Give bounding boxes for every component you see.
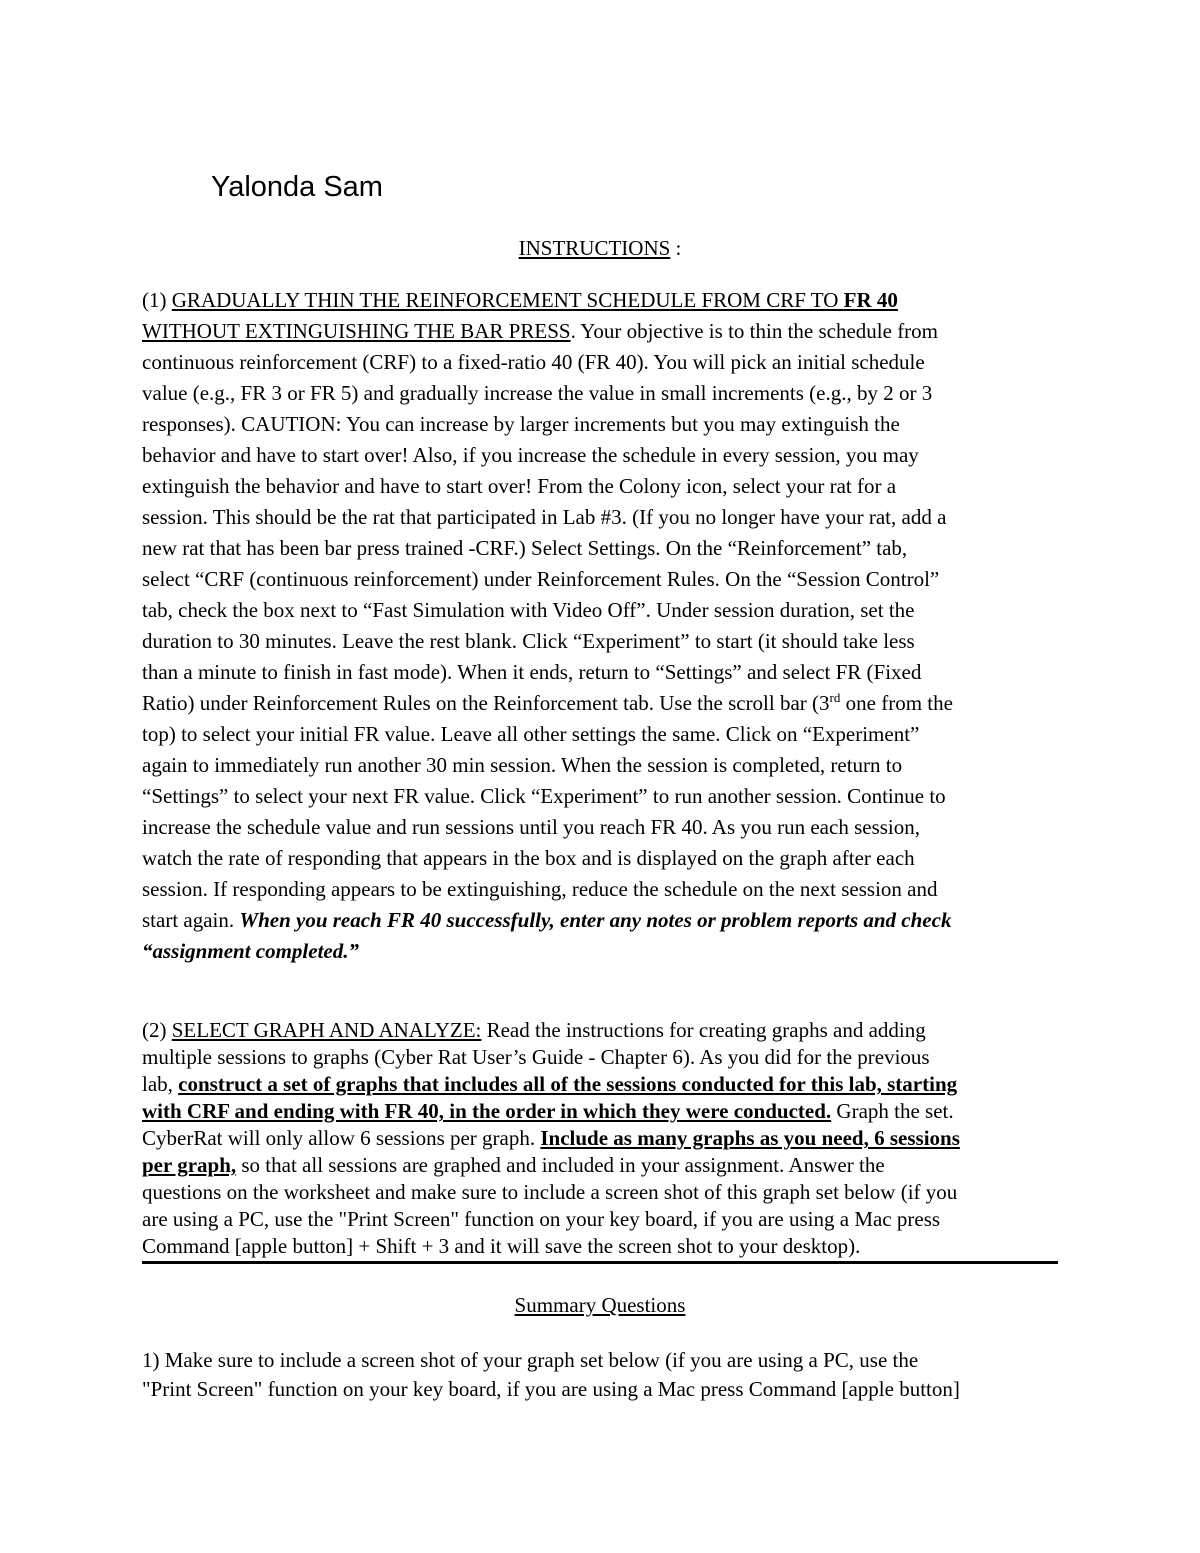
step2-emphasis: Include as many graphs as you need, 6 sessions [540,1126,960,1150]
section-divider [142,1261,1058,1264]
step1-line: extinguish the behavior and have to start over! From the Colony icon, select your rat for a [142,474,897,498]
instruction-step-1 [142,285,1062,967]
step1-line: select “CRF (continuous reinforcement) under Reinforcement Rules. On the “Session Control” [142,567,940,591]
step2-text: so that all sessions are graphed and included in your assignment. Answer the [236,1153,885,1177]
step1-text: . Your objective is to thin the schedule from [570,319,939,343]
step1-line: continuous reinforcement (CRF) to a fixed-ratio 40 (FR 40). You will pick an initial schedule [142,350,925,374]
summary-heading [0,1291,1200,1319]
step1-text: Ratio) under Reinforcement Rules on the Reinforcement tab. Use the scroll bar (3 [142,691,830,715]
instructions-heading [0,234,1200,262]
step1-text: one from the [840,691,953,715]
step2-line [142,1098,1062,1125]
step1-line [142,936,1062,967]
step1-line: “Settings” to select your next FR value. Click “Experiment” to run another session. Continue to [142,784,946,808]
step2-text: lab, [142,1072,179,1096]
step1-line: session. This should be the rat that participated in Lab #3. (If you no longer have your rat, add a [142,505,947,529]
step2-number: (2) [142,1018,172,1042]
step1-line: behavior and have to start over! Also, if you increase the schedule in every session, you may [142,443,919,467]
step1-line: than a minute to finish in fast mode). When it ends, return to “Settings” and select FR (Fixed [142,660,922,684]
step1-line: again to immediately run another 30 min session. When the session is completed, return to [142,753,903,777]
step2-line: multiple sessions to graphs (Cyber Rat User’s Guide - Chapter 6). As you did for the previous [142,1045,930,1069]
step1-line: session. If responding appears to be extinguishing, reduce the schedule on the next session and [142,877,938,901]
step2-text: Read the instructions for creating graphs and adding [481,1018,926,1042]
step2-line: questions on the worksheet and make sure to include a screen shot of this graph set below (if you [142,1180,958,1204]
step2-line [142,1017,1062,1044]
step1-text: start again. [142,908,240,932]
step1-line: increase the schedule value and run sessions until you reach FR 40. As you run each session, [142,815,920,839]
instruction-step-2 [142,1017,1062,1260]
step2-text: CyberRat will only allow 6 sessions per graph. [142,1126,541,1150]
step1-line: duration to 30 minutes. Leave the rest blank. Click “Experiment” to start (it should take less [142,629,915,653]
step1-line: tab, check the box next to “Fast Simulation with Video Off”. Under session duration, set the [142,598,915,622]
step2-text: Graph the set. [831,1099,954,1123]
instructions-heading-suffix: : [670,236,682,260]
step2-line [142,1071,1062,1098]
summary-question-1 [142,1346,1072,1404]
instructions-heading-label: INSTRUCTIONS [518,236,671,260]
step1-emphasis: “assignment completed.” [142,939,359,963]
question1-line: "Print Screen" function on your key board, if you are using a Mac press Command [apple button] [142,1377,960,1401]
step1-line: top) to select your initial FR value. Leave all other settings the same. Click on “Experiment” [142,722,920,746]
step1-title-bold: FR 40 [843,288,898,312]
step2-emphasis: with CRF and ending with FR 40, in the order in which they were conducted. [142,1099,832,1123]
step1-line [142,905,1062,936]
step1-line [142,316,1062,347]
step1-line [142,688,1062,719]
step2-line: Command [apple button] + Shift + 3 and it will save the screen shot to your desktop). [142,1234,861,1258]
step1-title: GRADUALLY THIN THE REINFORCEMENT SCHEDULE FROM CRF TO [171,288,844,312]
step2-emphasis: construct a set of graphs that includes all of the sessions conducted for this lab, starting [178,1072,958,1096]
step1-emphasis: When you reach FR 40 successfully, enter any notes or problem reports and check [239,908,952,932]
step1-number: (1) [142,288,172,312]
step2-title: SELECT GRAPH AND ANALYZE: [171,1018,482,1042]
step1-line: responses). CAUTION: You can increase by larger increments but you may extinguish the [142,412,900,436]
step2-emphasis: per graph, [142,1153,237,1177]
ordinal-superscript: rd [829,690,841,705]
step1-line: watch the rate of responding that appears in the box and is displayed on the graph after each [142,846,915,870]
step2-line [142,1125,1062,1152]
step1-line [142,285,1062,316]
question1-line: 1) Make sure to include a screen shot of your graph set below (if you are using a PC, use the [142,1348,919,1372]
step2-line: are using a PC, use the "Print Screen" function on your key board, if you are using a Mac press [142,1207,941,1231]
step1-title-cont: WITHOUT EXTINGUISHING THE BAR PRESS [142,319,571,343]
step2-line [142,1152,1062,1179]
author-name: Yalonda Sam [211,171,383,203]
summary-heading-label: Summary Questions [514,1293,686,1317]
step1-line: value (e.g., FR 3 or FR 5) and gradually increase the value in small increments (e.g., by 2 or 3 [142,381,933,405]
step1-line: new rat that has been bar press trained -CRF.) Select Settings. On the “Reinforcement” tab, [142,536,908,560]
